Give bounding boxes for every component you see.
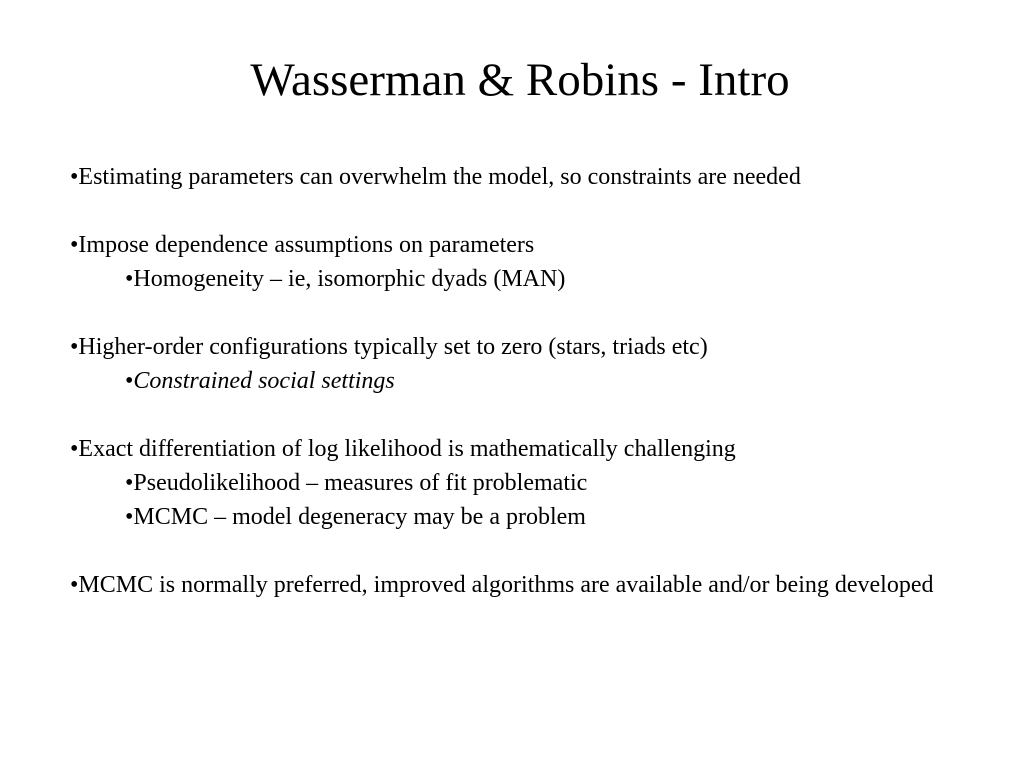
spacer [70, 534, 970, 568]
bullet-text: Impose dependence assumptions on parameters [78, 232, 535, 258]
bullet-marker: • [70, 334, 79, 360]
bullet-text: Exact differentiation of log likelihood is mathematically challenging [78, 436, 736, 462]
sub-bullet-item [70, 466, 970, 500]
spacer [70, 194, 970, 228]
slide-title: Wasserman & Robins - Intro [250, 54, 790, 106]
bullet-marker: • [125, 266, 134, 292]
bullet-marker: • [70, 232, 79, 258]
sub-bullet-item [70, 364, 970, 398]
bullet-item [70, 228, 970, 262]
bullet-marker: • [125, 504, 134, 530]
bullet-marker: • [70, 572, 79, 598]
bullet-text: MCMC is normally preferred, improved algorithms are available and/or being developed [78, 572, 934, 598]
bullet-item [70, 330, 970, 364]
bullet-item [70, 568, 970, 602]
bullet-marker: • [125, 470, 134, 496]
bullet-text: Higher-order configurations typically set to zero (stars, triads etc) [78, 334, 708, 360]
bullet-text: MCMC – model degeneracy may be a problem [133, 504, 586, 530]
bullet-item [70, 160, 970, 194]
bullet-item [70, 432, 970, 466]
bullet-marker: • [70, 436, 79, 462]
bullet-text: Homogeneity – ie, isomorphic dyads (MAN) [133, 266, 566, 292]
spacer [70, 398, 970, 432]
spacer [70, 296, 970, 330]
slide-body [70, 160, 970, 602]
bullet-text: Estimating parameters can overwhelm the model, so constraints are needed [78, 164, 801, 190]
bullet-marker: • [125, 368, 134, 394]
bullet-text-italic: Constrained social settings [133, 368, 395, 394]
sub-bullet-item [70, 262, 970, 296]
sub-bullet-item [70, 500, 970, 534]
bullet-text: Pseudolikelihood – measures of fit problematic [133, 470, 588, 496]
bullet-marker: • [70, 164, 79, 190]
